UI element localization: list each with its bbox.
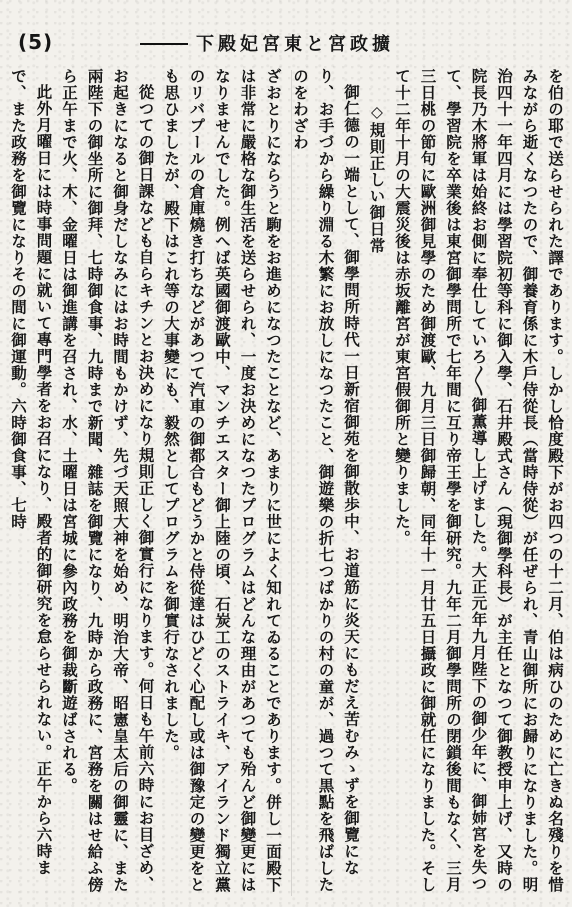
section-heading: ◇規則正しい御日常	[367, 102, 387, 255]
page-number: (5)	[18, 30, 54, 54]
paragraph: 從つての御日課なども自らキチンとお決めになり規則正しく御實行になります。何日も午前六時にお目ざめ、お起きになると御身だしなみにはお時間もかけず、先づ天照大神を始め、明治大帝、昭憲皇太后の御靈に、また兩陛下の御坐所に御拜、七時御食事、九時まで新聞、雜誌を御覽になり、九時から政務に、宮務を關はせ給ふ傍ら正午まで火、木、金曜日は御進講を召され、水、土曜日は宮城に參內政務を御裁斷遊ばされる。	[60, 68, 156, 893]
column-divider	[291, 70, 292, 896]
paragraph: 此外月曜日には時事問題に就いて專門學者をお召になり、殿者的御研究を怠らせられない。正午から六時まで、また政務を御覽になりその間に御運動。六時御食事、七時	[9, 68, 54, 876]
paragraph: ざおとりにならうと駒をお進めになつたことなど、あまりに世によく知れてゐることであります。併し一面殿下は非常に嚴格な御生活を送らせられ、一度お決めになつたプログラムはどんな理由があつても殆んど御變更にはなりませんでした。例へば英國御渡歐中、マンチエスター御上陸の頃、石炭工のストライキ、アイランド獨立黨のリバプールの倉庫燒き打ちなどがあつて汽車の御都合もどうかと侍從達はひどく心配し或は御豫定の變更をとも思ひましたが、殿下はこれ等の大事變にも、毅然としてプログラムを御實行なされました。	[162, 68, 283, 893]
text-column-left	[4, 68, 286, 900]
paragraph: 御仁德の一端として、御學問所時代一日新宿御苑を御散歩中、お道筋に炎天にもだえ苦むみゝずを御覽になり、お手づから繰り淵る木繁にお放しになつたこと、御遊樂の折七つばかりの村の童が、過つて黒點を飛ばしたのをわざわ	[291, 68, 361, 893]
running-title: 擴政宮と東宮妃殿下	[196, 34, 394, 55]
page-header	[0, 0, 572, 62]
paragraph: を伯の耶で送らせられた譯であります。しかし恰度殿下がお四つの十二月、伯は病ひのために亡きぬ名殘りを惜みながら逝くなつたので、御養育係に木戶侍從長（當時侍從）が任ぜられ、青山御所にお歸りになりました。明治四十一年四月には學習院初等科に御入學、石井殿式さん（現御學科長）が主任となつて御教授申上げ、又時の院長乃木將軍は始終お側に奉仕していろ〳〵御薫導し上げました。大正元年九月陛下の御少年に、御姉宮を失つて、學習院を卒業後は東宮御學問所で七年間に互り帝王學を御研究。九年二月御學問所の閉鎖後間もなく、三月三日桃の節句に歐洲御見學のため御渡歐、九月三日御歸朝、同年十一月廿五日攝政に御就任になりました。そして十二年十月の大震災後は赤坂離宮が東宮假御所と變りました。	[393, 68, 565, 893]
text-column-right	[291, 68, 568, 900]
header-rule	[140, 43, 188, 45]
